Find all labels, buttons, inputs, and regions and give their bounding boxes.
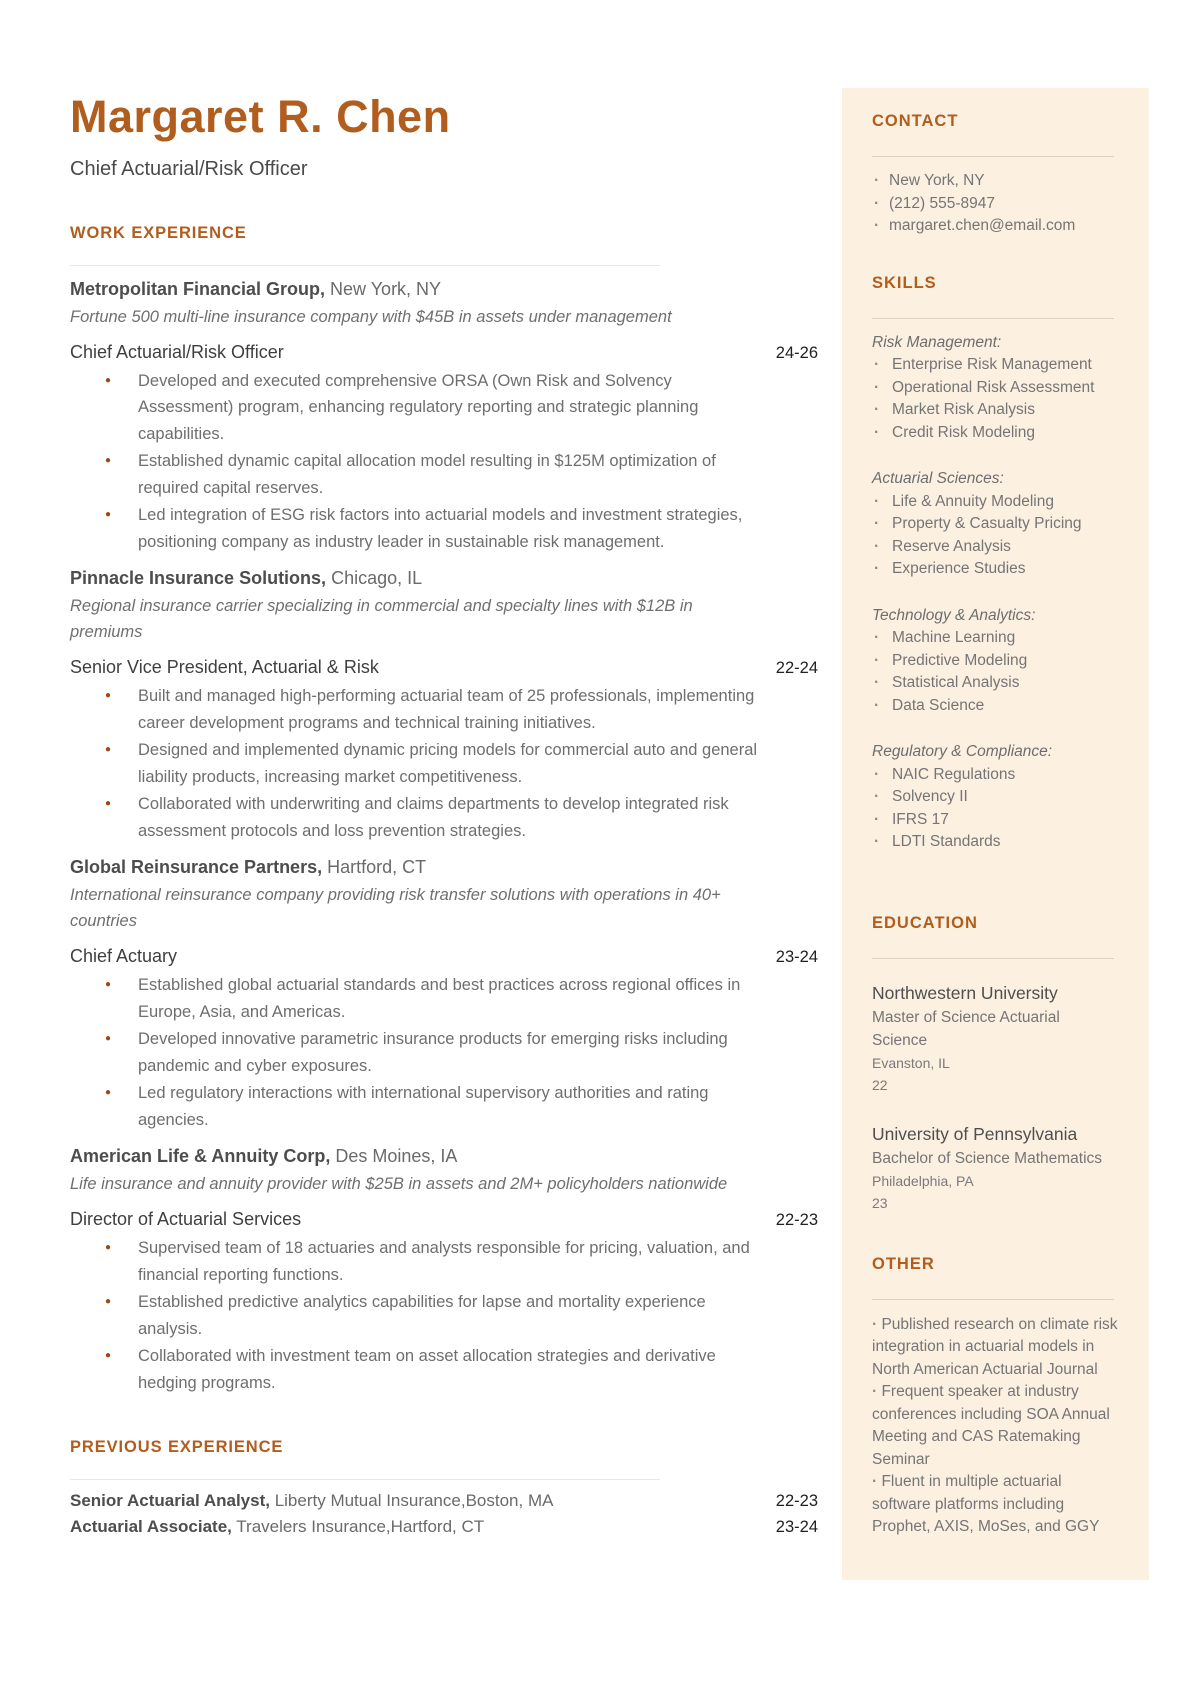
- job-role: Chief Actuarial/Risk Officer: [70, 341, 284, 362]
- job-bullet: ● Collaborated with investment team on asset allocation strategies and derivative hedging programs.: [138, 1343, 765, 1396]
- skill-list: [872, 354, 1119, 444]
- job-location: Des Moines, IA: [330, 1146, 458, 1166]
- previous-job-company: Liberty Mutual Insurance,Boston, MA: [269, 1491, 554, 1510]
- job-company-line: [70, 566, 818, 590]
- job-company-line: [70, 1144, 818, 1168]
- contact-location: · New York, NY: [872, 170, 1119, 193]
- job-dates: 22-23: [775, 1211, 818, 1229]
- job-role: Director of Actuarial Services: [70, 1209, 302, 1229]
- previous-job-company: Travelers Insurance,Hartford, CT: [231, 1517, 485, 1536]
- school-name: Northwestern University: [872, 982, 1058, 1003]
- school-city: Evanston, IL: [872, 1054, 950, 1071]
- job-summary: International reinsurance company providing risk transfer solutions with operations in 40+ countries: [70, 886, 721, 930]
- job-bullet: ● Led regulatory interactions with international supervisory authorities and rating agencies.: [138, 1080, 765, 1133]
- job-bullet: ● Designed and implemented dynamic pricing models for commercial auto and general liability products, increasing market competitiveness.: [138, 737, 765, 790]
- job-bullet: ● Developed innovative parametric insurance products for emerging risks including pandemic and cyber exposures.: [138, 1026, 765, 1079]
- skill-group: [872, 468, 1119, 581]
- skill-item: · Property & Casualty Pricing: [872, 513, 1119, 536]
- job-bullet-list: [70, 1235, 765, 1396]
- job-role-row: [70, 1206, 818, 1233]
- previous-job-row: [70, 1514, 818, 1540]
- previous-job-dates: 23-24: [775, 1518, 818, 1536]
- sidebar-divider: [872, 318, 1114, 319]
- school-city: Philadelphia, PA: [872, 1172, 974, 1189]
- job-role: Senior Vice President, Actuarial & Risk: [70, 657, 379, 677]
- sidebar-divider: [872, 156, 1114, 157]
- skill-group: [872, 332, 1119, 445]
- job-bullet: ● Collaborated with underwriting and claims departments to develop integrated risk assessment protocols and loss prevention strategies.: [138, 791, 765, 844]
- skill-group: [872, 605, 1119, 718]
- previous-job-text: [70, 1514, 484, 1539]
- job-summary: Fortune 500 multi-line insurance company with $45B in assets under management: [70, 307, 672, 326]
- skill-item: · Solvency II: [872, 786, 1119, 809]
- job-bullet: ● Led integration of ESG risk factors into actuarial models and investment strategies, positioning company as industry leader in sustainable risk management.: [138, 502, 765, 555]
- job-company: Pinnacle Insurance Solutions,: [70, 568, 327, 588]
- work-experience-heading: WORK EXPERIENCE: [70, 223, 247, 242]
- skill-list: [872, 764, 1119, 854]
- skill-group-label: Technology & Analytics:: [872, 606, 1036, 624]
- job-dates: 24-26: [775, 343, 818, 362]
- job-bullet: ● Established global actuarial standards and best practices across regional offices in Europe, Asia, and Americas.: [138, 972, 765, 1025]
- contact-list: [872, 170, 1119, 238]
- skill-item: · Life & Annuity Modeling: [872, 491, 1119, 514]
- job-entry: [70, 277, 818, 556]
- skill-list: [872, 627, 1119, 717]
- school-name: University of Pennsylvania: [872, 1123, 1078, 1144]
- job-company: Metropolitan Financial Group,: [70, 278, 326, 299]
- job-location: New York, NY: [325, 278, 442, 299]
- skill-item: · Machine Learning: [872, 627, 1119, 650]
- skills-heading: SKILLS: [872, 273, 937, 292]
- candidate-name: Margaret R. Chen: [70, 91, 451, 142]
- job-company-line: [70, 277, 818, 301]
- job-role-row: [70, 339, 818, 366]
- previous-job-text: [70, 1488, 553, 1513]
- other-item: · Published research on climate risk integration in actuarial models in North American Actuarial Journal: [872, 1314, 1119, 1382]
- contact-email: · margaret.chen@email.com: [872, 215, 1119, 238]
- sidebar: [842, 88, 1149, 1580]
- skill-item: · Operational Risk Assessment: [872, 377, 1119, 400]
- skill-item: · Credit Risk Modeling: [872, 422, 1119, 445]
- skill-item: · Market Risk Analysis: [872, 399, 1119, 422]
- job-bullet: ● Established predictive analytics capabilities for lapse and mortality experience analysis.: [138, 1289, 765, 1342]
- job-company-line: [70, 855, 818, 879]
- previous-job-row: [70, 1488, 818, 1514]
- job-bullet-list: [70, 972, 765, 1133]
- job-bullet: ● Built and managed high-performing actuarial team of 25 professionals, implementing career development programs and technical training initiatives.: [138, 683, 765, 736]
- sidebar-divider: [872, 1299, 1114, 1300]
- skill-item: · NAIC Regulations: [872, 764, 1119, 787]
- skill-item: · Data Science: [872, 695, 1119, 718]
- previous-experience-heading: PREVIOUS EXPERIENCE: [70, 1438, 284, 1456]
- skill-item: · Statistical Analysis: [872, 672, 1119, 695]
- skill-item: · Predictive Modeling: [872, 650, 1119, 673]
- school-year: 23: [872, 1194, 888, 1211]
- skill-group-label: Actuarial Sciences:: [872, 470, 1004, 487]
- job-bullet: ● Developed and executed comprehensive ORSA (Own Risk and Solvency Assessment) program, enhancing regulatory reporting and strategic planning capabilities.: [138, 368, 765, 448]
- education-entry: [872, 1121, 1119, 1214]
- job-bullet-list: [70, 368, 765, 556]
- school-year: 22: [872, 1076, 888, 1093]
- education-heading: EDUCATION: [872, 913, 978, 932]
- skill-item: · Reserve Analysis: [872, 536, 1119, 559]
- candidate-title: Chief Actuarial/Risk Officer: [70, 157, 308, 180]
- job-role-row: [70, 943, 818, 970]
- section-divider: [70, 265, 660, 266]
- previous-job-role: Senior Actuarial Analyst,: [70, 1491, 270, 1510]
- skill-group: [872, 741, 1119, 854]
- contact-heading: CONTACT: [872, 112, 959, 130]
- skill-list: [872, 491, 1119, 581]
- job-role-row: [70, 654, 818, 681]
- skill-group-label: Regulatory & Compliance:: [872, 743, 1053, 760]
- skill-item: · LDTI Standards: [872, 831, 1119, 854]
- job-entry: [70, 566, 818, 844]
- job-bullet-list: [70, 683, 765, 844]
- main-column: [70, 0, 818, 1540]
- school-degree: Bachelor of Science Mathematics: [872, 1149, 1103, 1167]
- job-location: Chicago, IL: [326, 568, 423, 588]
- skill-item: · Enterprise Risk Management: [872, 354, 1119, 377]
- job-company: American Life & Annuity Corp,: [70, 1146, 331, 1166]
- other-item: · Fluent in multiple actuarial software platforms including Prophet, AXIS, MoSes, and GGY: [872, 1471, 1119, 1539]
- job-location: Hartford, CT: [322, 857, 427, 877]
- job-bullet: ● Established dynamic capital allocation model resulting in $125M optimization of required capital reserves.: [138, 448, 765, 501]
- skill-item: · IFRS 17: [872, 809, 1119, 832]
- sidebar-divider: [872, 958, 1114, 959]
- other-heading: OTHER: [872, 1254, 935, 1273]
- previous-experience-rows: [70, 1488, 818, 1540]
- job-entry: [70, 1144, 818, 1396]
- job-company: Global Reinsurance Partners,: [70, 857, 323, 877]
- skill-item: · Experience Studies: [872, 558, 1119, 581]
- job-entry: [70, 855, 818, 1133]
- skill-group-label: Risk Management:: [872, 333, 1002, 351]
- other-item: · Frequent speaker at industry conferences including SOA Annual Meeting and CAS Ratemaking Seminar: [872, 1381, 1119, 1471]
- contact-phone: · (212) 555-8947: [872, 193, 1119, 216]
- job-dates: 22-24: [775, 659, 818, 677]
- job-summary: Life insurance and annuity provider with $25B in assets and 2M+ policyholders nationwide: [70, 1175, 728, 1193]
- school-degree: Master of Science Actuarial Science: [872, 1008, 1060, 1049]
- section-divider: [70, 1479, 660, 1480]
- job-bullet: ● Supervised team of 18 actuaries and analysts responsible for pricing, valuation, and financial reporting functions.: [138, 1235, 765, 1288]
- job-dates: 23-24: [775, 948, 818, 966]
- job-role: Chief Actuary: [70, 946, 178, 966]
- education-entry: [872, 980, 1119, 1096]
- other-list: [872, 1314, 1119, 1539]
- job-summary: Regional insurance carrier specializing in commercial and specialty lines with $12B in premiums: [70, 597, 693, 641]
- previous-job-role: Actuarial Associate,: [70, 1517, 232, 1536]
- previous-job-dates: 22-23: [775, 1492, 818, 1510]
